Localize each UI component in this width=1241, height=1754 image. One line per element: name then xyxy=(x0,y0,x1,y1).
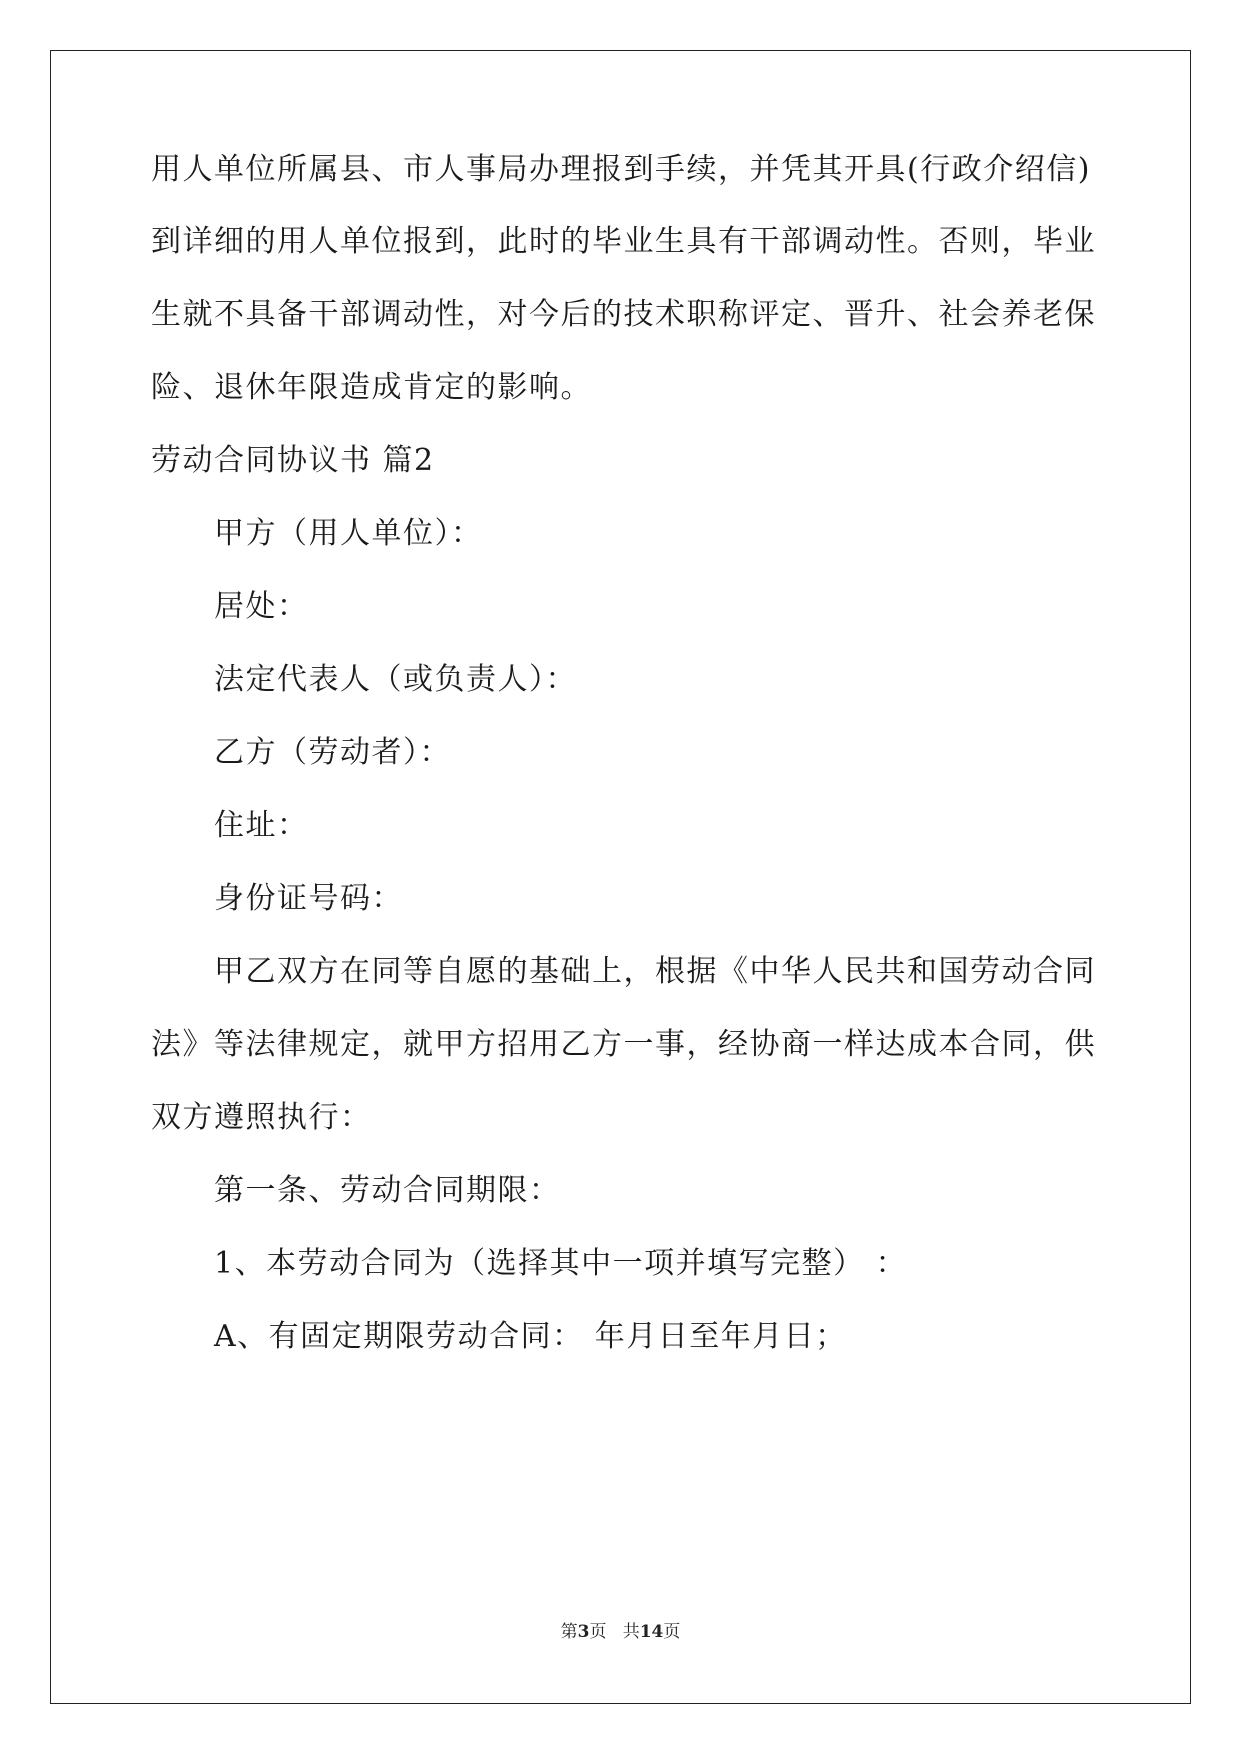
clause-line: 1、本劳动合同为（选择其中一项并填写完整） ： xyxy=(214,1246,908,1281)
party-b-label: 乙方（劳动者）： xyxy=(214,735,451,770)
legal-representative-label: 法定代表人（或负责人）： xyxy=(214,662,577,697)
text-line: 双方遵照执行： xyxy=(151,1100,372,1135)
page-footer xyxy=(0,1620,1241,1644)
text-line: 到详细的用人单位报到，此时的毕业生具有干部调动性。否则，毕业 xyxy=(151,224,1096,259)
footer-page-number: 3 xyxy=(577,1622,590,1642)
footer-prefix: 第 xyxy=(560,1622,578,1642)
section-heading: 劳动合同协议书 篇2 xyxy=(151,443,435,478)
text-line: 生就不具备干部调动性，对今后的技术职称评定、晋升、社会养老保 xyxy=(151,297,1096,332)
party-a-label: 甲方（用人单位）： xyxy=(214,516,483,551)
footer-total-suffix: 页 xyxy=(663,1622,681,1642)
text-line: 甲乙双方在同等自愿的基础上，根据《中华人民共和国劳动合同 xyxy=(214,954,1096,989)
id-number-label: 身份证号码： xyxy=(214,881,403,916)
article-heading: 第一条、劳动合同期限： xyxy=(214,1173,561,1208)
party-a-address-label: 居处： xyxy=(214,589,309,624)
party-b-address-label: 住址： xyxy=(214,808,309,843)
footer-page-suffix: 页 xyxy=(589,1622,607,1642)
text-line: 用人单位所属县、市人事局办理报到手续，并凭其开具(行政介绍信) xyxy=(151,152,1091,187)
text-line: 法》等法律规定，就甲方招用乙方一事，经协商一样达成本合同，供 xyxy=(151,1027,1096,1062)
footer-total-pages: 14 xyxy=(639,1622,664,1642)
text-line: 险、退休年限造成肯定的影响。 xyxy=(151,370,592,405)
footer-total-prefix: 共 xyxy=(622,1622,640,1642)
clause-line: A、有固定期限劳动合同： 年月日至年月日； xyxy=(214,1319,847,1354)
